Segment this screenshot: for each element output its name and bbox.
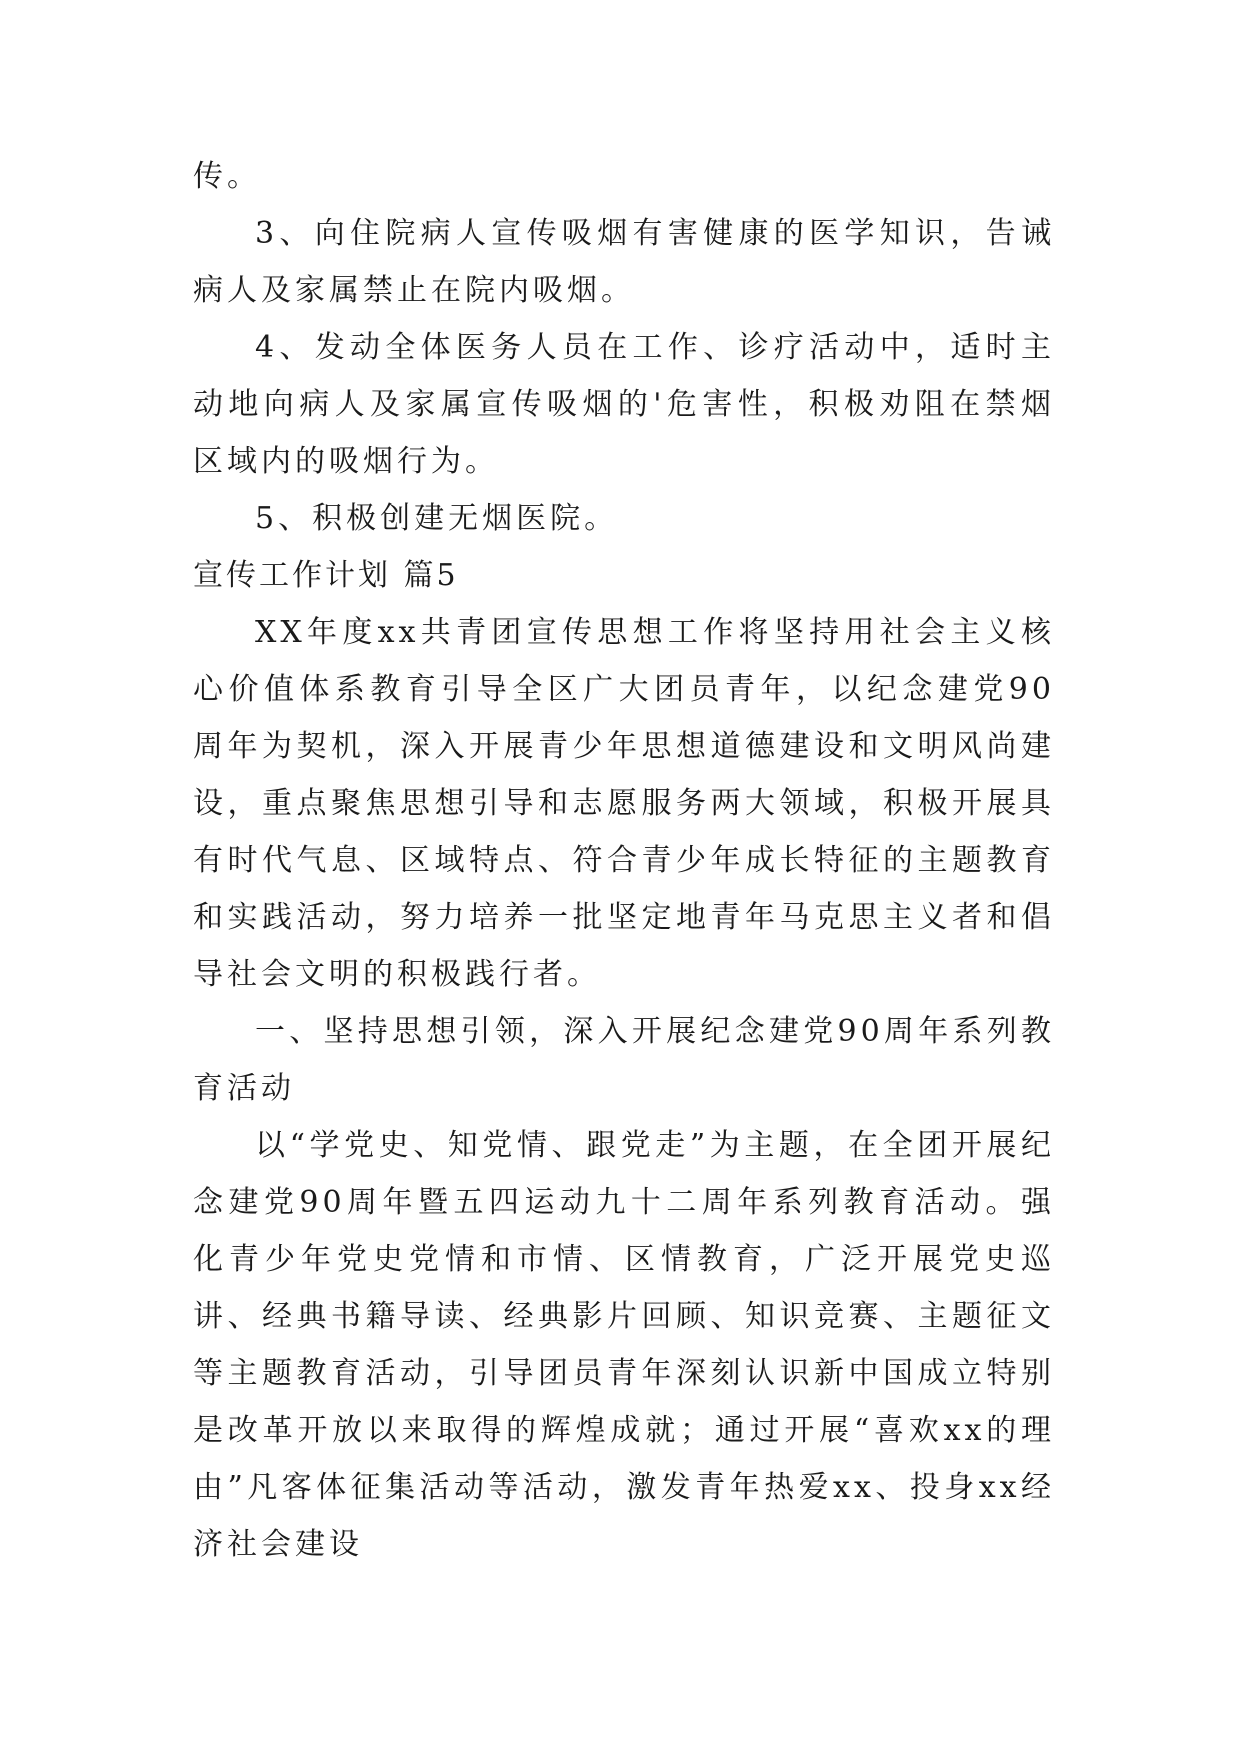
body-paragraph: 以“学党史、知党情、跟党走”为主题，在全团开展纪念建党90周年暨五四运动九十二周年系列教育活动。强化青少年党史党情和市情、区情教育，广泛开展党史巡讲、经典书籍导读、经典影片回顾、知识竞赛、主题征文等主题教育活动，引导团员青年深刻认识新中国成立特别是改革开放以来取得的辉煌成就；通过开展“喜欢xx的理由”凡客体征集活动等活动，激发青年热爱xx、投身xx经济社会建设 bbox=[193, 1128, 1055, 1562]
list-item: 3、向住院病人宣传吸烟有害健康的医学知识，告诫病人及家属禁止在院内吸烟。 bbox=[193, 216, 1055, 308]
document-page bbox=[193, 148, 1055, 1573]
subheading-paragraph: 一、坚持思想引领，深入开展纪念建党90周年系列教育活动 bbox=[193, 1014, 1055, 1106]
section-title: 宣传工作计划 篇5 bbox=[193, 558, 459, 593]
list-item: 4、发动全体医务人员在工作、诊疗活动中，适时主动地向病人及家属宣传吸烟的'危害性，积极劝阻在禁烟区域内的吸烟行为。 bbox=[193, 330, 1055, 479]
list-item: 5、积极创建无烟医院。 bbox=[255, 501, 619, 536]
intro-paragraph: XX年度xx共青团宣传思想工作将坚持用社会主义核心价值体系教育引导全区广大团员青年，以纪念建党90周年为契机，深入开展青少年思想道德建设和文明风尚建设，重点聚焦思想引导和志愿服务两大领域，积极开展具有时代气息、区域特点、符合青少年成长特征的主题教育和实践活动，努力培养一批坚定地青年马克思主义者和倡导社会文明的积极践行者。 bbox=[193, 615, 1055, 992]
continuation-paragraph: 传。 bbox=[193, 159, 261, 194]
